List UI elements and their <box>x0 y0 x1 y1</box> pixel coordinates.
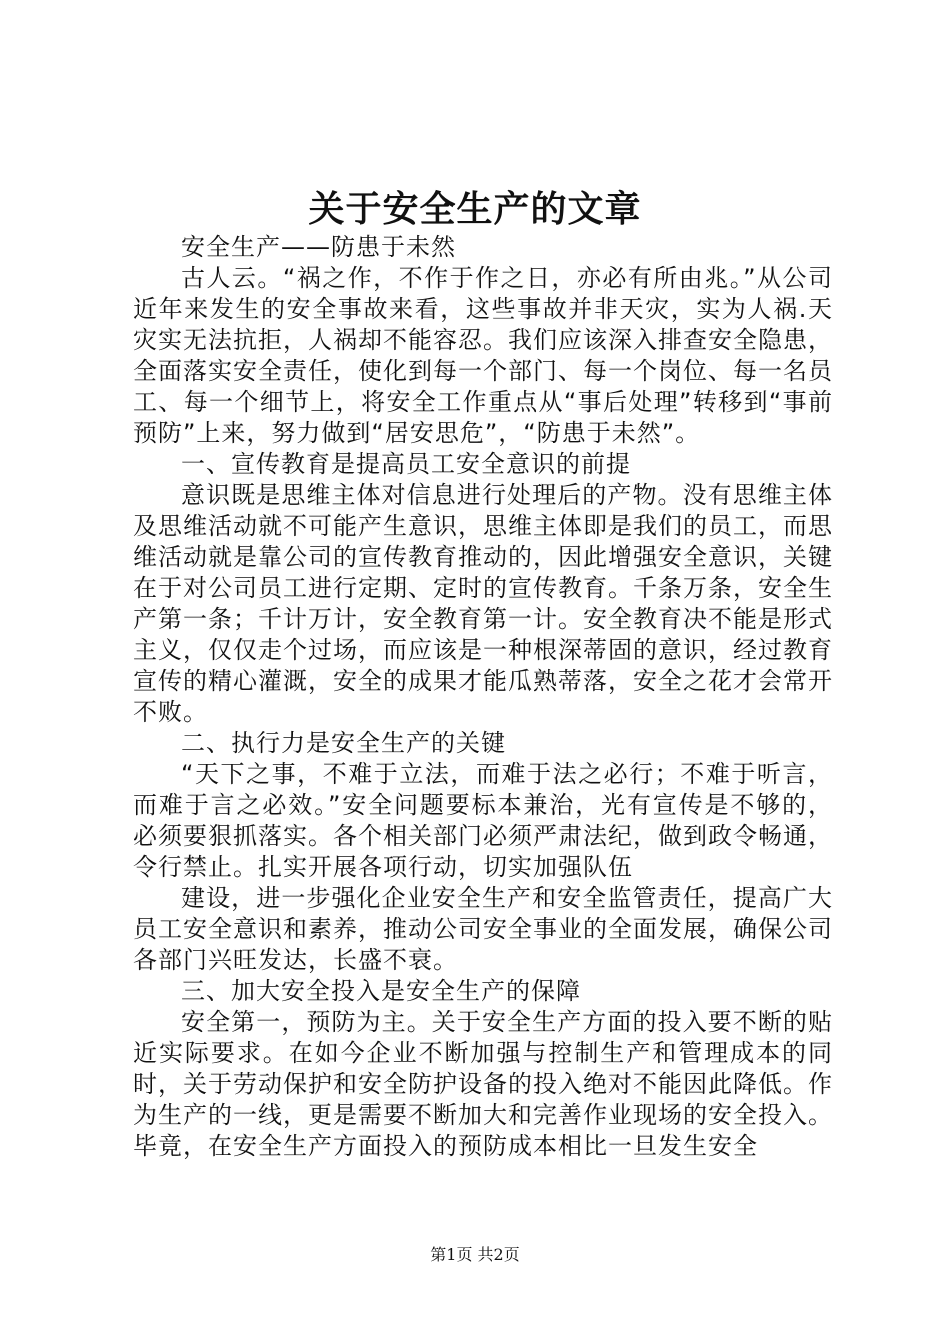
section-3-paragraph: 安全第一，预防为主。关于安全生产方面的投入要不断的贴近实际要求。在如今企业不断加强与控制生产和管理成本的同时，关于劳动保护和安全防护设备的投入绝对不能因此降低。作为生产的一线，更是需要不断加大和完善作业现场的安全投入。毕竟，在安全生产方面投入的预防成本相比一旦发生安全 <box>133 1008 833 1160</box>
subtitle-heading: 安全生产——防患于未然 <box>181 233 456 261</box>
document-body <box>133 232 833 1162</box>
section-2-paragraph-1: “天下之事，不难于立法，而难于法之必行；不难于听言，而难于言之必效。”安全问题要标本兼治，光有宣传是不够的，必须要狠抓落实。各个相关部门必须严肃法纪，做到政令畅通，令行禁止。扎实开展各项行动，切实加强队伍 <box>133 760 833 881</box>
section-1-paragraph: 意识既是思维主体对信息进行处理后的产物。没有思维主体及思维活动就不可能产生意识，思维主体即是我们的员工，而思维活动就是靠公司的宣传教育推动的，因此增强安全意识，关键在于对公司员工进行定期、定时的宣传教育。千条万条，安全生产第一条；千计万计，安全教育第一计。安全教育决不能是形式主义，仅仅走个过场，而应该是一种根深蒂固的意识，经过教育宣传的精心灌溉，安全的成果才能瓜熟蒂落，安全之花才会常开不败。 <box>133 481 833 726</box>
section-heading-1: 一、宣传教育是提高员工安全意识的前提 <box>181 450 631 478</box>
section-heading-2: 二、执行力是安全生产的关键 <box>181 729 506 757</box>
section-2-paragraph-2: 建设，进一步强化企业安全生产和安全监管责任，提高广大员工安全意识和素养，推动公司安全事业的全面发展，确保公司各部门兴旺发达，长盛不衰。 <box>133 884 833 974</box>
page-title: 关于安全生产的文章 <box>308 188 642 230</box>
page-number-footer: 第1页 共2页 <box>430 1245 520 1264</box>
intro-paragraph: 古人云。“祸之作，不作于作之日，亦必有所由兆。”从公司近年来发生的安全事故来看，这些事故并非天灾，实为人祸.天灾实无法抗拒，人祸却不能容忍。我们应该深入排查安全隐患，全面落实安全责任，使化到每一个部门、每一个岗位、每一名员工、每一个细节上，将安全工作重点从“事后处理”转移到“事前预防”上来，努力做到“居安思危”，“防患于未然”。 <box>133 264 833 447</box>
section-heading-3: 三、加大安全投入是安全生产的保障 <box>181 977 581 1005</box>
